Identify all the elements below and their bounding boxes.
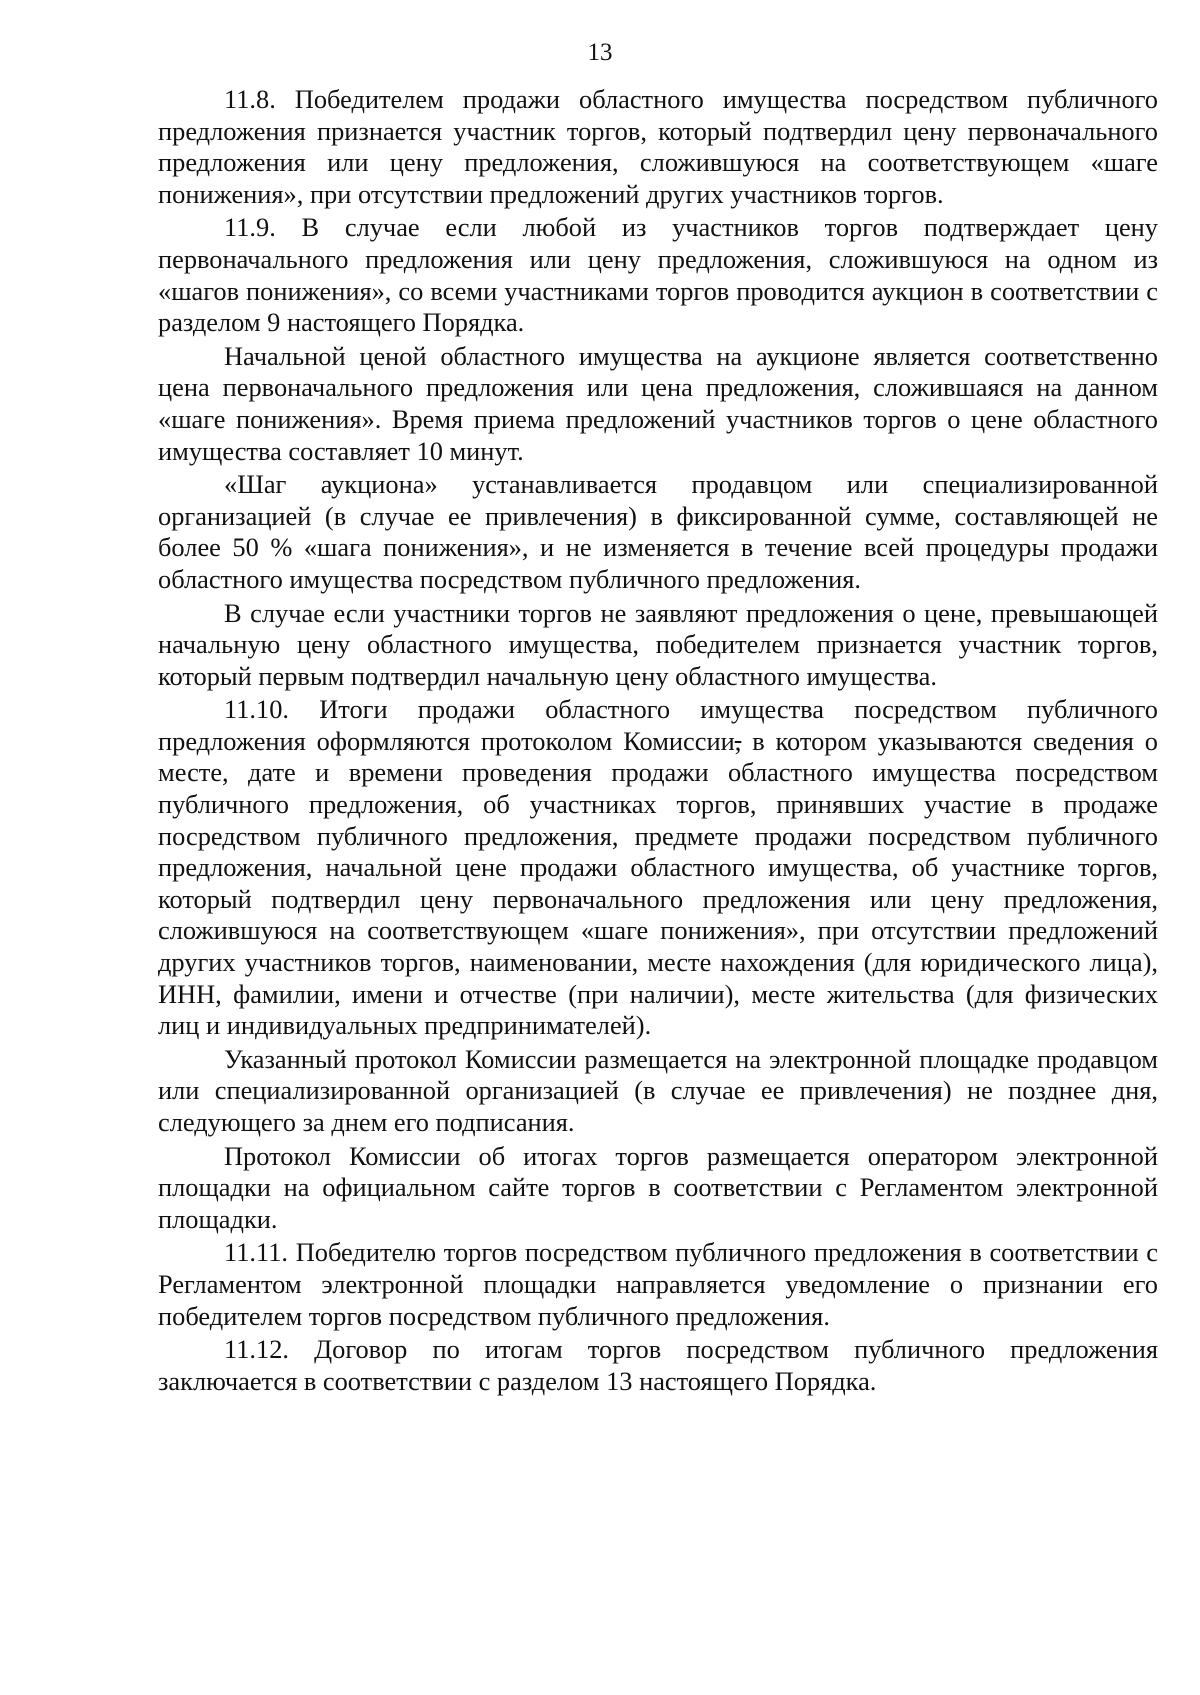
struck-punctuation: , (734, 725, 742, 756)
paragraph-protocol-results: Протокол Комиссии об итогах торгов размещается оператором электронной площадки на официальном сайте торгов в соответствии с Регламентом электронной площадки. (158, 1140, 1158, 1234)
paragraph-auction-step: «Шаг аукциона» устанавливается продавцом или специализированной организацией (в случае ее привлечения) в фиксированной сумме, составляющей не более 50 % «шага понижения», и не изменяется в течение всей процедуры продажи областного имущества посредством публичного предложения. (158, 469, 1158, 594)
paragraph-11-10 (158, 694, 1158, 1042)
paragraph-11-8: 11.8. Победителем продажи областного имущества посредством публичного предложения признается участник торгов, который подтвердил цену первоначального предложения или цену предложения, сложившуюся на соответствующем «шаге понижения», при отсутствии предложений других участников торгов. (158, 84, 1158, 209)
paragraph-11-10-part-2: в котором указываются сведения о месте, дате и времени проведения продажи областного имущества посредством публичного предложения, об участниках торгов, принявших участие в продаже посредством публичного предложения, предмете продажи посредством публичного предложения, начальной цене продажи областного имущества, об участнике торгов, который подтвердил цену первоначального предложения или цену предложения, сложившуюся на соответствующем «шаге понижения», при отсутствии предложений других участников торгов, наименовании, месте нахождения (для юридического лица), ИНН, фамилии, имени и отчестве (при наличии), месте жительства (для физических лиц и индивидуальных предпринимателей). (158, 725, 1158, 1041)
document-body (158, 84, 1158, 1397)
paragraph-11-12: 11.12. Договор по итогам торгов посредством публичного предложения заключается в соответствии с разделом 13 настоящего Порядка. (158, 1334, 1158, 1396)
paragraph-no-bids: В случае если участники торгов не заявляют предложения о цене, превышающей начальную цену областного имущества, победителем признается участник торгов, который первым подтвердил начальную цену областного имущества. (158, 597, 1158, 691)
paragraph-11-10-part-1: 11.10. Итоги продажи областного имущества посредством публичного предложения оформляются протоколом Комиссии (158, 694, 1158, 756)
page-number: 13 (587, 39, 613, 66)
paragraph-11-11: 11.11. Победителю торгов посредством публичного предложения в соответствии с Регламентом электронной площадки направляется уведомление о признании его победителем торгов посредством публичного предложения. (158, 1237, 1158, 1331)
paragraph-protocol-placement: Указанный протокол Комиссии размещается на электронной площадке продавцом или специализированной организацией (в случае ее привлечения) не позднее дня, следующего за днем его подписания. (158, 1043, 1158, 1137)
paragraph-starting-price: Начальной ценой областного имущества на аукционе является соответственно цена первоначального предложения или цена предложения, сложившаяся на данном «шаге понижения». Время приема предложений участников торгов о цене областного имущества составляет 10 минут. (158, 340, 1158, 466)
paragraph-11-9: 11.9. В случае если любой из участников торгов подтверждает цену первоначального предложения или цену предложения, сложившуюся на одном из «шагов понижения», со всеми участниками торгов проводится аукцион в соответствии с разделом 9 настоящего Порядка. (158, 212, 1158, 338)
